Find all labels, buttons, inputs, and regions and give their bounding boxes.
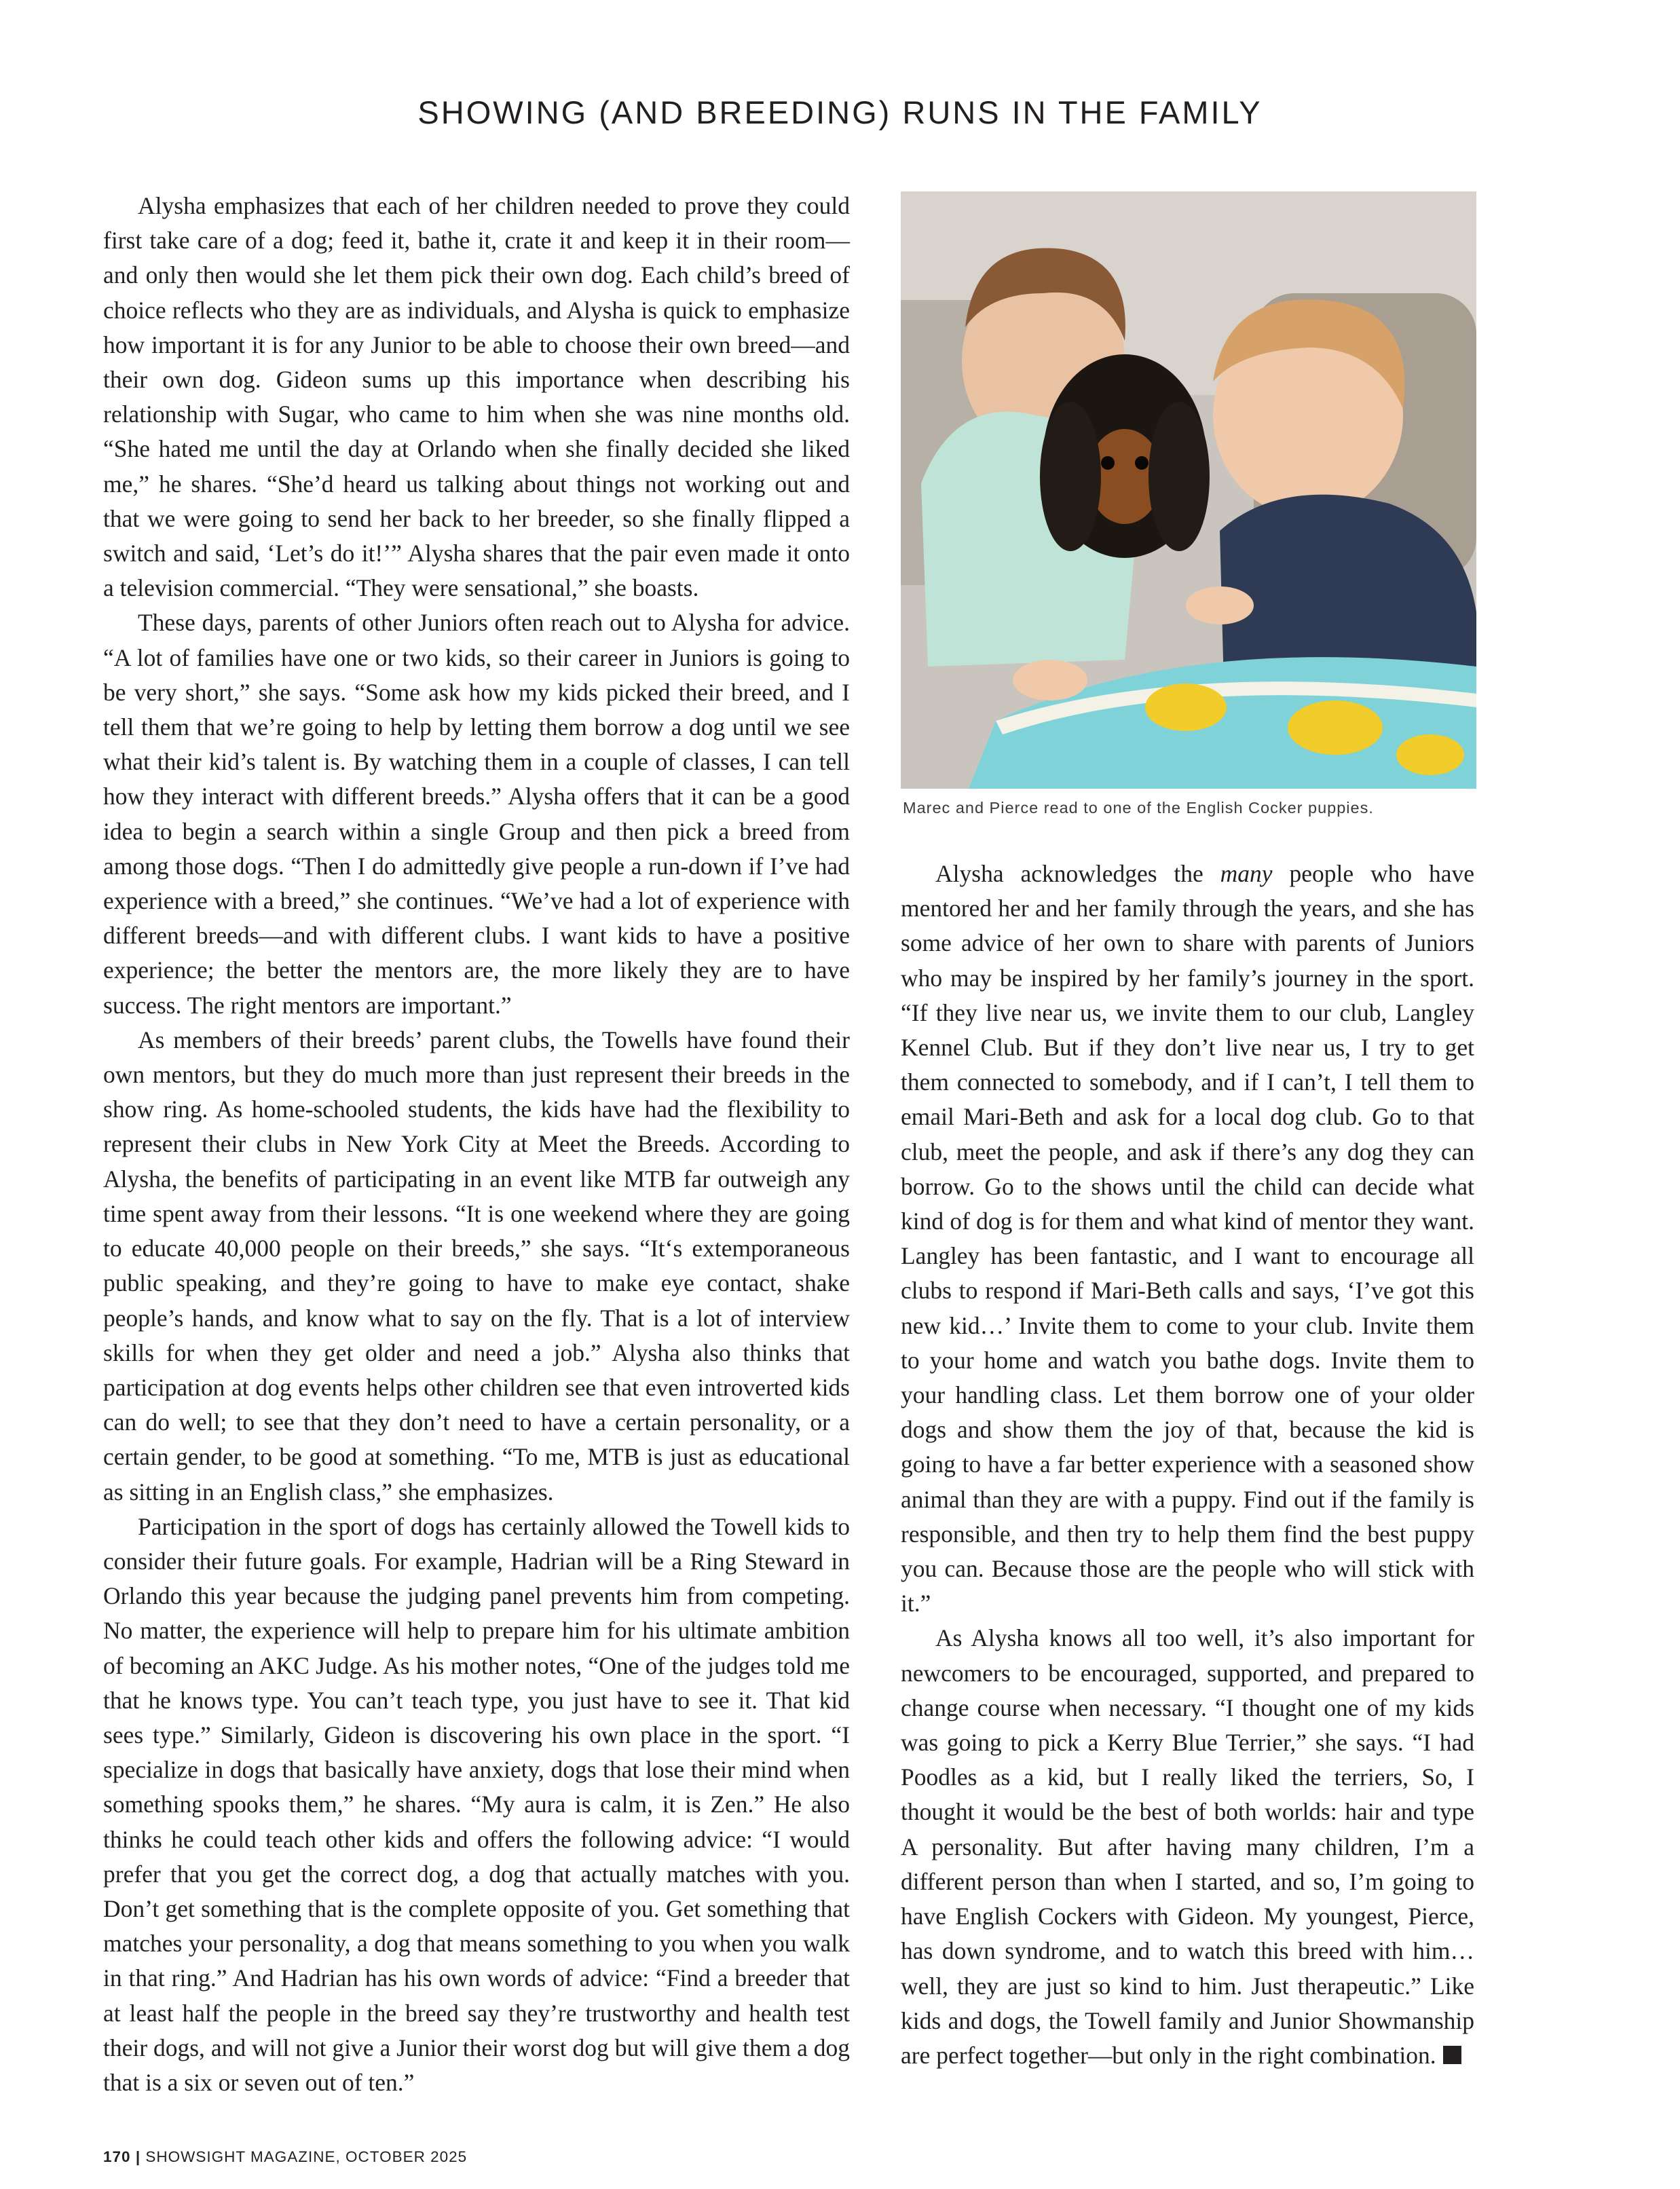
right-paragraph-1 (901, 857, 1474, 1621)
right-paragraph-1-start: Alysha acknowledges the (935, 860, 1220, 887)
photo-caption: Marec and Pierce read to one of the English Cocker puppies. (903, 799, 1374, 817)
right-paragraph-2-text: As Alysha knows all too well, it’s also important for newcomers to be encouraged, supported, and prepared to change course when necessary. “I thought one of my kids was going to pick a Kerry Blue Terrier,” she says. “I had Poodles as a kid, but I really liked the terriers, So, I thought it would be the best of both worlds: hair and type A personality. But after having many children, I’m a different person than when I started, and so, I’m going to have English Cockers with Gideon. My youngest, Pierce, has down syndrome, and to watch this breed with him… well, they are just so kind to him. Just therapeutic.” Like kids and dogs, the Towell family and Junior Showmanship are perfect together—but only in the right combination. (901, 1624, 1474, 2069)
publication-info: SHOWSIGHT MAGAZINE, OCTOBER 2025 (145, 2148, 468, 2165)
right-paragraph-1-rest: people who have mentored her and her family through the years, and she has some advice of her own to share with parents of Juniors who may be inspired by her family’s journey in the sport. “If they live near us, we invite them to our club, Langley Kennel Club. But if they don’t live near us, I try to get them connected to somebody, and if I can’t, I tell them to email Mari-Beth and ask for a local dog club. Go to that club, meet the people, and ask if there’s any dog they can borrow. Go to the shows until the child can decide what kind of dog is for them and what kind of mentor they want. Langley has been fantastic, and I want to encourage all clubs to respond if Mari-Beth calls and says, ‘I’ve got this new kid…’ Invite them to come to your club. Invite them to your home and watch you bathe dogs. Invite them to your handling class. Let them borrow one of your older dogs and show them the joy of that, because the kid is going to have a far better experience with a seasoned show animal than they are with a puppy. Find out if the family is responsible, and then try to help them find the best puppy you can. Because those are the people who will stick with it.” (901, 860, 1474, 1617)
article-photo (901, 191, 1476, 789)
page-footer (103, 2148, 467, 2166)
article-left-column (103, 189, 850, 2100)
right-paragraph-2 (901, 1621, 1474, 2073)
emphasis-many: many (1220, 860, 1273, 887)
footer-separator: | (135, 2148, 141, 2165)
page-number: 170 (103, 2148, 131, 2165)
left-paragraph-2: These days, parents of other Juniors often reach out to Alysha for advice. “A lot of families have one or two kids, so their career in Juniors is going to be very short,” she says. “Some ask how my kids picked their breed, and I tell them that we’re going to help by letting them borrow a dog until we see what their kid’s talent is. By watching them in a couple of classes, I can tell how they interact with different breeds.” Alysha offers that it can be a good idea to begin a search within a single Group and then pick a breed from among those dogs. “Then I do admittedly give people a run-down if I’ve had experience with a breed,” she continues. “We’ve had a lot of experience with different breeds—and with different clubs. I want kids to have a positive experience; the better the mentors are, the more likely they are to have success. The right mentors are important.” (103, 609, 850, 1019)
left-paragraph-4: Participation in the sport of dogs has certainly allowed the Towell kids to consider their future goals. For example, Hadrian will be a Ring Steward in Orlando this year because the judging panel prevents him from competing. No matter, the experience will help to prepare him for his ultimate ambition of becoming an AKC Judge. As his mother notes, “One of the judges told me that he knows type. You can’t teach type, you just have to see it. That kid sees type.” Similarly, Gideon is discovering his own place in the sport. “I specialize in dogs that basically have anxiety, dogs that lose their mind when something spooks them,” he shares. “My aura is calm, it is Zen.” He also thinks he could teach other kids and offers the following advice: “I would prefer that you get the correct dog, a dog that actually matches with you. Don’t get something that is the complete opposite of you. Get something that matches your personality, a dog that means something to you when you walk in that ring.” And Hadrian has his own words of advice: “Find a breeder that at least half the people in the breed say they’re trustworthy and health test their dogs, and will not give a Junior their worst dog but will give them a dog that is a six or seven out of ten.” (103, 1512, 850, 2096)
running-header: SHOWING (AND BREEDING) RUNS IN THE FAMILY (417, 94, 1263, 130)
left-paragraph-3: As members of their breeds’ parent clubs, the Towells have found their own mentors, but they do much more than just represent their breeds in the show ring. As home-schooled students, the kids have had the flexibility to represent their clubs in New York City at Meet the Breeds. According to Alysha, the benefits of participating in an event like MTB far outweigh any time spent away from their lessons. “It is one weekend where they are going to educate 40,000 people on their breeds,” she says. “It‘s extemporaneous public speaking, and they’re going to have to make eye contact, shake people’s hands, and know what to say on the fly. That is a lot of interview skills for when they get older and need a job.” Alysha also thinks that participation at dog events helps other children see that even introverted kids can do well; to see that they don’t need to have a certain personality, or a certain gender, to be good at something. “To me, MTB is just as educational as sitting in an English class,” she emphasizes. (103, 1026, 850, 1505)
left-paragraph-1: Alysha emphasizes that each of her children needed to prove they could first take care of a dog; feed it, bathe it, crate it and keep it in their room—and only then would she let them pick their own dog. Each child’s breed of choice reflects who they are as individuals, and Alysha is quick to emphasize how important it is for any Junior to be able to choose their own breed—and their own dog. Gideon sums up this importance when describing his relationship with Sugar, who came to him when she was nine months old. “She hated me until the day at Orlando when she finally decided she liked me,” he shares. “She’d heard us talking about things not working out and that we were going to send her back to her breeder, so she finally flipped a switch and said, ‘Let’s do it!’” Alysha shares that the pair even made it onto a television commercial. “They were sensational,” she boasts. (103, 192, 850, 602)
children-puppy-photo-icon (901, 191, 1476, 789)
end-of-article-square-icon (1443, 2046, 1461, 2064)
article-right-column (901, 857, 1474, 2073)
